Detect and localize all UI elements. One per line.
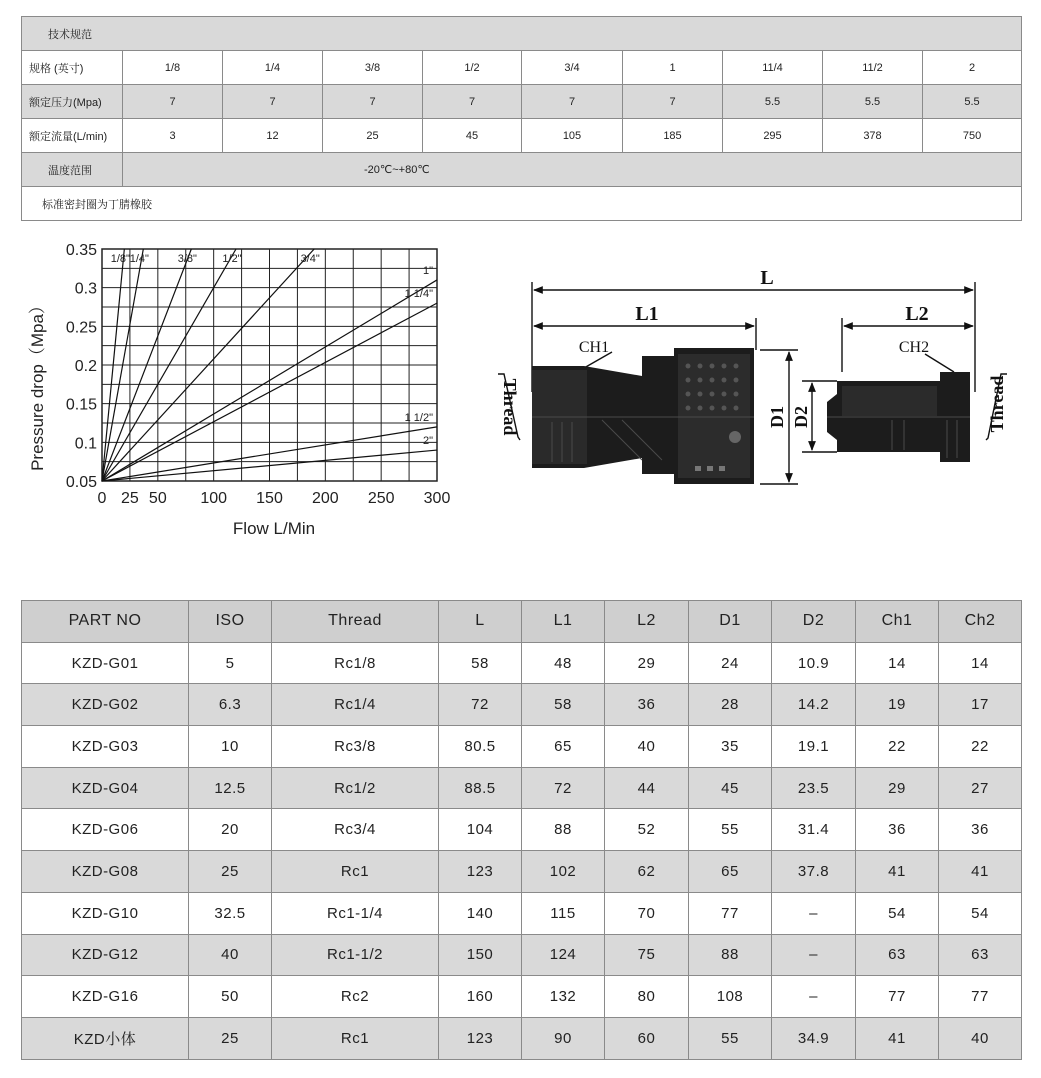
parts-cell: KZD-G02 bbox=[22, 684, 189, 726]
parts-header-cell: D1 bbox=[689, 601, 772, 643]
parts-row bbox=[22, 976, 1022, 1018]
parts-cell: 104 bbox=[439, 809, 522, 851]
chart-x-tick-label: 150 bbox=[256, 490, 283, 507]
spec-size-row bbox=[22, 51, 1022, 85]
parts-cell: 72 bbox=[439, 684, 522, 726]
chart-x-tick-label: 300 bbox=[423, 490, 451, 507]
parts-cell: 6.3 bbox=[189, 684, 272, 726]
parts-cell: 27 bbox=[939, 767, 1022, 809]
chart-y-axis-label: Pressure drop（Mpa） bbox=[28, 297, 47, 471]
parts-cell: 77 bbox=[939, 976, 1022, 1018]
parts-cell: 63 bbox=[856, 934, 939, 976]
spec-flow-cell: 25 bbox=[323, 119, 423, 153]
parts-cell: 45 bbox=[689, 767, 772, 809]
parts-cell: – bbox=[772, 892, 856, 934]
parts-cell: 35 bbox=[689, 726, 772, 768]
spec-flow-cell: 185 bbox=[623, 119, 723, 153]
parts-cell: 88 bbox=[522, 809, 605, 851]
chart-series-label: 1" bbox=[422, 264, 433, 277]
spec-pressure-cell: 7 bbox=[223, 85, 323, 119]
parts-cell: 80.5 bbox=[439, 726, 522, 768]
spec-size-cell: 1 bbox=[623, 51, 723, 85]
spec-flow-cell: 3 bbox=[123, 119, 223, 153]
chart-series-label: 3/4" bbox=[300, 253, 320, 265]
parts-cell: Rc1/8 bbox=[272, 642, 439, 684]
parts-cell: KZD-G01 bbox=[22, 642, 189, 684]
parts-cell: KZD小体 bbox=[22, 1017, 189, 1059]
parts-cell: 44 bbox=[605, 767, 689, 809]
parts-cell: 115 bbox=[522, 892, 605, 934]
parts-row bbox=[22, 809, 1022, 851]
dim-label-D2: D2 bbox=[791, 406, 811, 428]
spec-title: 技术规范 bbox=[22, 17, 1022, 51]
parts-cell: 52 bbox=[605, 809, 689, 851]
pressure-drop-chart bbox=[20, 234, 465, 544]
parts-cell: 25 bbox=[189, 1017, 272, 1059]
spec-size-cell: 3/8 bbox=[323, 51, 423, 85]
parts-cell: 160 bbox=[439, 976, 522, 1018]
chart-y-tick-label: 0.15 bbox=[65, 396, 97, 414]
parts-header-row bbox=[22, 601, 1022, 643]
parts-header-cell: D2 bbox=[772, 601, 856, 643]
spec-flow-label: 额定流量(L/min) bbox=[22, 119, 123, 153]
parts-cell: 90 bbox=[522, 1017, 605, 1059]
spec-seal-row bbox=[22, 187, 1022, 221]
dim-label-L: L bbox=[760, 267, 774, 289]
dim-label-D1: D1 bbox=[767, 406, 787, 428]
parts-cell: 70 bbox=[605, 892, 689, 934]
parts-cell: 29 bbox=[856, 767, 939, 809]
parts-cell: Rc3/4 bbox=[272, 809, 439, 851]
parts-cell: 24 bbox=[689, 642, 772, 684]
parts-cell: 55 bbox=[689, 1017, 772, 1059]
spec-temp-value: -20℃~+80℃ bbox=[123, 153, 1022, 187]
parts-header-cell: L1 bbox=[522, 601, 605, 643]
parts-row bbox=[22, 934, 1022, 976]
spec-flow-cell: 105 bbox=[522, 119, 623, 153]
spec-size-label: 规格 (英寸) bbox=[22, 51, 123, 85]
chart-series-label: 1 1/4" bbox=[404, 288, 433, 301]
parts-cell: 12.5 bbox=[189, 767, 272, 809]
parts-cell: 48 bbox=[522, 642, 605, 684]
parts-cell: Rc1/2 bbox=[272, 767, 439, 809]
chart-y-tick-label: 0.05 bbox=[65, 474, 97, 491]
spec-pressure-row bbox=[22, 85, 1022, 119]
parts-cell: KZD-G04 bbox=[22, 767, 189, 809]
parts-cell: 108 bbox=[689, 976, 772, 1018]
parts-row bbox=[22, 642, 1022, 684]
parts-cell: 77 bbox=[689, 892, 772, 934]
parts-cell: 58 bbox=[439, 642, 522, 684]
parts-cell: 77 bbox=[856, 976, 939, 1018]
parts-cell: 65 bbox=[522, 726, 605, 768]
parts-cell: 65 bbox=[689, 851, 772, 893]
dim-label-L2: L2 bbox=[905, 303, 929, 325]
parts-header-cell: L2 bbox=[605, 601, 689, 643]
parts-cell: 22 bbox=[939, 726, 1022, 768]
parts-header-cell: Ch2 bbox=[939, 601, 1022, 643]
parts-cell: 40 bbox=[939, 1017, 1022, 1059]
chart-x-tick-label: 25 bbox=[121, 490, 139, 507]
dim-label-CH1: CH1 bbox=[578, 339, 610, 356]
parts-cell: 19 bbox=[856, 684, 939, 726]
spec-pressure-cell: 5.5 bbox=[923, 85, 1022, 119]
chart-x-axis-label: Flow L/Min bbox=[232, 519, 316, 538]
chart-y-tick-label: 0.25 bbox=[65, 319, 97, 337]
spec-flow-cell: 378 bbox=[823, 119, 923, 153]
spec-flow-cell: 750 bbox=[923, 119, 1022, 153]
parts-cell: 36 bbox=[939, 809, 1022, 851]
parts-cell: Rc2 bbox=[272, 976, 439, 1018]
parts-cell: Rc1 bbox=[272, 851, 439, 893]
spec-size-cell: 1/4 bbox=[223, 51, 323, 85]
chart-y-tick-label: 0.3 bbox=[74, 280, 97, 298]
spec-size-cell: 3/4 bbox=[522, 51, 623, 85]
parts-cell: 55 bbox=[689, 809, 772, 851]
chart-y-ticks bbox=[66, 242, 97, 491]
parts-cell: 36 bbox=[856, 809, 939, 851]
parts-cell: 80 bbox=[605, 976, 689, 1018]
parts-header-cell: L bbox=[439, 601, 522, 643]
parts-cell: 10 bbox=[189, 726, 272, 768]
parts-cell: KZD-G16 bbox=[22, 976, 189, 1018]
parts-cell: 34.9 bbox=[772, 1017, 856, 1059]
parts-header-cell: Ch1 bbox=[856, 601, 939, 643]
spec-size-cell: 11/2 bbox=[823, 51, 923, 85]
thread-label-left: Thread bbox=[500, 378, 520, 436]
parts-cell: 123 bbox=[439, 1017, 522, 1059]
spec-flow-cell: 45 bbox=[423, 119, 522, 153]
spec-temp-label: 温度范围 bbox=[22, 153, 123, 187]
chart-y-tick-label: 0.35 bbox=[65, 242, 97, 259]
spec-pressure-cell: 7 bbox=[623, 85, 723, 119]
chart-y-tick-label: 0.1 bbox=[74, 435, 97, 453]
chart-x-tick-label: 250 bbox=[367, 490, 395, 507]
parts-cell: 10.9 bbox=[772, 642, 856, 684]
parts-row bbox=[22, 684, 1022, 726]
chart-grid bbox=[102, 249, 437, 481]
spec-table bbox=[21, 16, 1022, 221]
parts-cell: KZD-G03 bbox=[22, 726, 189, 768]
spec-temp-row bbox=[22, 153, 1022, 187]
spec-pressure-cell: 7 bbox=[522, 85, 623, 119]
parts-cell: 20 bbox=[189, 809, 272, 851]
coupler-drawing bbox=[492, 262, 1017, 492]
spec-flow-cell: 12 bbox=[223, 119, 323, 153]
parts-cell: Rc3/8 bbox=[272, 726, 439, 768]
parts-cell: 63 bbox=[939, 934, 1022, 976]
parts-cell: 14.2 bbox=[772, 684, 856, 726]
parts-cell: 36 bbox=[605, 684, 689, 726]
parts-cell: – bbox=[772, 976, 856, 1018]
chart-x-ticks bbox=[98, 490, 451, 507]
chart-x-tick-label: 50 bbox=[148, 490, 167, 507]
parts-cell: 5 bbox=[189, 642, 272, 684]
parts-cell: KZD-G08 bbox=[22, 851, 189, 893]
chart-series-label: 1/2" bbox=[222, 253, 242, 265]
dim-label-CH2: CH2 bbox=[898, 339, 930, 356]
parts-cell: Rc1/4 bbox=[272, 684, 439, 726]
parts-cell: 41 bbox=[856, 1017, 939, 1059]
parts-cell: 140 bbox=[439, 892, 522, 934]
female-coupler-body bbox=[532, 348, 754, 484]
chart-series-label: 1 1/2" bbox=[404, 411, 433, 424]
parts-cell: – bbox=[772, 934, 856, 976]
chart-series-label: 1/4" bbox=[129, 253, 149, 265]
parts-cell: 58 bbox=[522, 684, 605, 726]
dim-label-L1: L1 bbox=[635, 303, 659, 325]
parts-cell: 22 bbox=[856, 726, 939, 768]
parts-cell: 75 bbox=[605, 934, 689, 976]
parts-body bbox=[22, 642, 1022, 1059]
parts-cell: 28 bbox=[689, 684, 772, 726]
parts-cell: Rc1 bbox=[272, 1017, 439, 1059]
parts-cell: 31.4 bbox=[772, 809, 856, 851]
spec-flow-cell: 295 bbox=[723, 119, 823, 153]
spec-pressure-cell: 5.5 bbox=[723, 85, 823, 119]
chart-y-tick-label: 0.2 bbox=[74, 358, 97, 375]
parts-cell: 50 bbox=[189, 976, 272, 1018]
parts-cell: 123 bbox=[439, 851, 522, 893]
parts-cell: 88.5 bbox=[439, 767, 522, 809]
spec-flow-row bbox=[22, 119, 1022, 153]
parts-row bbox=[22, 851, 1022, 893]
parts-cell: 14 bbox=[856, 642, 939, 684]
chart-x-tick-label: 100 bbox=[200, 490, 228, 507]
parts-cell: 41 bbox=[939, 851, 1022, 893]
parts-row bbox=[22, 1017, 1022, 1059]
parts-cell: 150 bbox=[439, 934, 522, 976]
chart-series-label: 1/8" bbox=[110, 253, 130, 265]
parts-header-cell: ISO bbox=[189, 601, 272, 643]
spec-pressure-label: 额定压力(Mpa) bbox=[22, 85, 123, 119]
parts-cell: 32.5 bbox=[189, 892, 272, 934]
parts-cell: 37.8 bbox=[772, 851, 856, 893]
male-plug-body bbox=[827, 372, 970, 462]
parts-header-cell: PART NO bbox=[22, 601, 189, 643]
chart-x-tick-label: 0 bbox=[97, 490, 107, 507]
parts-row bbox=[22, 767, 1022, 809]
thread-label-right: Thread bbox=[987, 375, 1007, 433]
parts-cell: 60 bbox=[605, 1017, 689, 1059]
spec-title-row bbox=[22, 17, 1022, 51]
spec-size-cell: 11/4 bbox=[723, 51, 823, 85]
parts-cell: 19.1 bbox=[772, 726, 856, 768]
spec-pressure-cell: 7 bbox=[123, 85, 223, 119]
parts-cell: 54 bbox=[856, 892, 939, 934]
parts-cell: 29 bbox=[605, 642, 689, 684]
spec-pressure-cell: 7 bbox=[423, 85, 522, 119]
parts-header-cell: Thread bbox=[272, 601, 439, 643]
parts-cell: KZD-G12 bbox=[22, 934, 189, 976]
spec-size-cell: 1/8 bbox=[123, 51, 223, 85]
parts-table bbox=[21, 600, 1022, 1060]
spec-pressure-cell: 5.5 bbox=[823, 85, 923, 119]
spec-size-cell: 2 bbox=[923, 51, 1022, 85]
chart-series-label: 3/8" bbox=[177, 253, 197, 265]
parts-cell: 14 bbox=[939, 642, 1022, 684]
parts-cell: KZD-G10 bbox=[22, 892, 189, 934]
parts-cell: 17 bbox=[939, 684, 1022, 726]
parts-cell: 72 bbox=[522, 767, 605, 809]
spec-pressure-cell: 7 bbox=[323, 85, 423, 119]
parts-cell: Rc1-1/4 bbox=[272, 892, 439, 934]
parts-cell: KZD-G06 bbox=[22, 809, 189, 851]
parts-cell: 102 bbox=[522, 851, 605, 893]
parts-row bbox=[22, 726, 1022, 768]
parts-cell: 23.5 bbox=[772, 767, 856, 809]
chart-x-tick-label: 200 bbox=[311, 490, 339, 507]
parts-cell: 54 bbox=[939, 892, 1022, 934]
spec-size-cell: 1/2 bbox=[423, 51, 522, 85]
parts-cell: 124 bbox=[522, 934, 605, 976]
parts-cell: 40 bbox=[605, 726, 689, 768]
parts-cell: 132 bbox=[522, 976, 605, 1018]
parts-cell: 62 bbox=[605, 851, 689, 893]
parts-cell: 88 bbox=[689, 934, 772, 976]
parts-cell: 41 bbox=[856, 851, 939, 893]
chart-series-label: 2" bbox=[422, 435, 433, 448]
parts-cell: Rc1-1/2 bbox=[272, 934, 439, 976]
parts-cell: 40 bbox=[189, 934, 272, 976]
spec-seal-note: 标准密封圈为丁腈橡胶 bbox=[22, 187, 1022, 221]
parts-cell: 25 bbox=[189, 851, 272, 893]
parts-row bbox=[22, 892, 1022, 934]
